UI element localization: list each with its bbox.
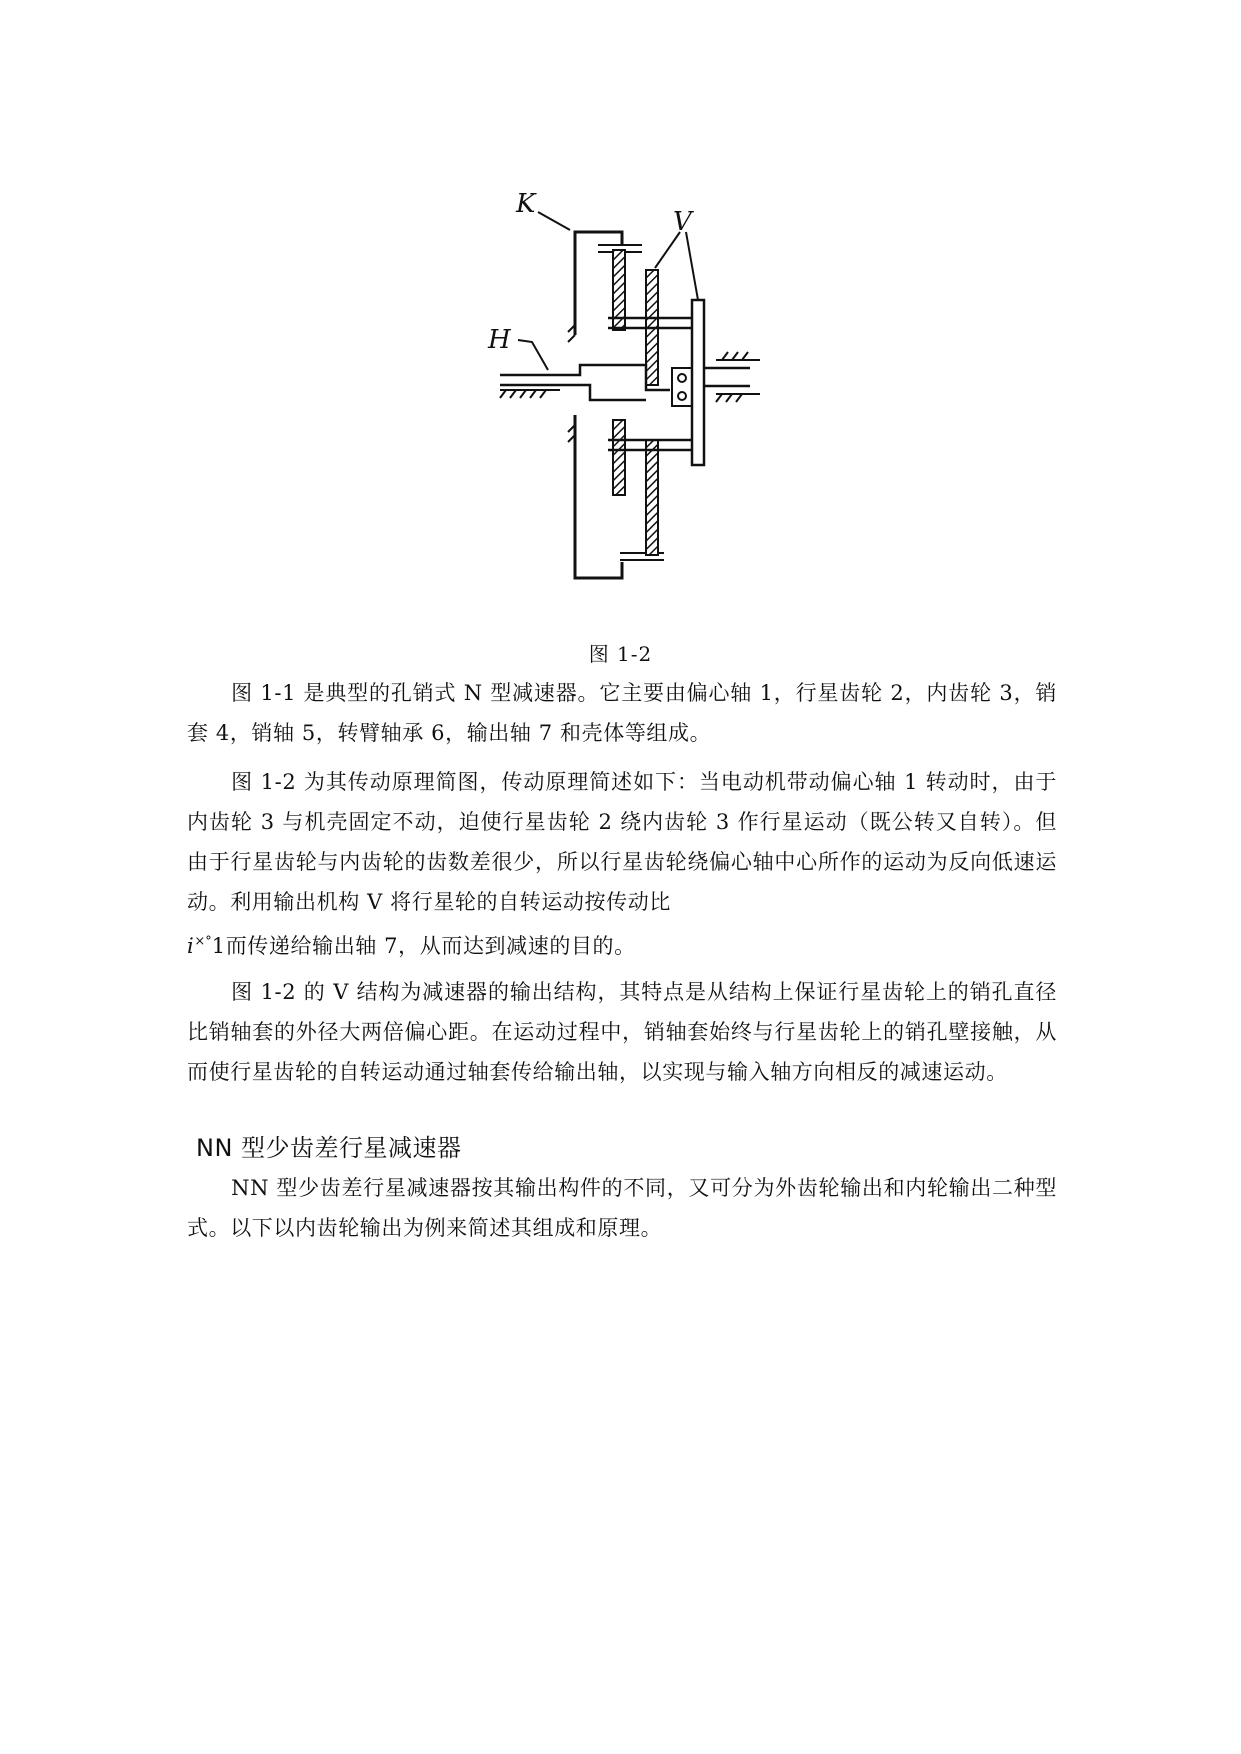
h-leader-line [518,340,548,370]
paragraph-2-part-2: 而传递给输出轴 7，从而达到减速的目的。 [225,934,636,958]
ratio-superscript: ×° [194,934,212,949]
paragraph-1-text: 图 1-1 是典型的孔销式 N 型减速器。它主要由偏心轴 1，行星齿轮 2，内齿轮 3，销套 4，销轴 5，转臂轴承 6，输出轴 7 和壳体等组成。 [187,681,1057,745]
planet-gear-2-bottom [646,440,658,555]
paragraph-2-part-1: 图 1-2 为其传动原理简图，传动原理简述如下：当电动机带动偏心轴 1 转动时，由于内齿轮 3 与机壳固定不动，迫使行星齿轮 2 绕内齿轮 3 作行星运动（既公转又自转）。但由于行星齿轮与内齿轮的齿数差很少，所以行星齿轮绕偏心轴中心所作的运动为反向低速运动。利用输出机构 V 将行星轮的自转运动按传动比 [187,770,1057,914]
output-shaft [704,368,750,386]
label-k: K [516,190,536,219]
paragraph-1 [187,673,1057,753]
planet-gear-1-bottom [613,420,625,495]
paragraph-4 [187,1168,1057,1248]
output-disc [692,300,704,465]
label-h: H [488,325,511,355]
ratio-symbol: i [187,934,195,958]
ratio-value: 1 [211,934,226,958]
bearing-ball-2 [678,392,686,400]
paragraph-2 [187,762,1057,966]
diagram-svg [470,190,770,600]
label-v: V [673,207,692,237]
figure-caption: 图 1-2 [588,642,653,666]
paragraph-4-text: NN 型少齿差行星减速器按其输出构件的不同，又可分为外齿轮输出和内轮输出二种型式。以下以内齿轮输出为例来简述其组成和原理。 [187,1176,1057,1240]
ground-hatch-right [716,352,760,402]
transmission-diagram [470,190,770,600]
paragraph-2-text [187,762,1057,966]
k-leader-line [538,212,570,230]
ground-hatch-left [500,390,560,398]
paragraph-3 [187,972,1057,1092]
v-leader-lines [655,232,698,300]
input-shaft [500,365,670,400]
section-heading: NN 型少齿差行星减速器 [196,1134,462,1162]
bearing-ball-1 [678,374,686,382]
paragraph-3-text: 图 1-2 的 V 结构为减速器的输出结构，其特点是从结构上保证行星齿轮上的销孔直径比销轴套的外径大两倍偏心距。在运动过程中，销轴套始终与行星齿轮上的销孔壁接触，从而使行星齿轮的自转运动通过轴套传给输出轴，以实现与输入轴方向相反的减速运动。 [187,980,1057,1084]
